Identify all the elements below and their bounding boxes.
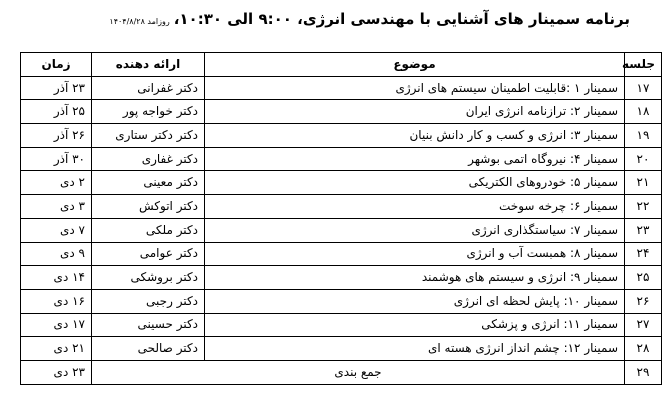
session-cell: ۲۹ bbox=[625, 360, 662, 384]
presenter-cell: دکتر غفرانی bbox=[92, 76, 205, 100]
session-cell: ۱۹ bbox=[625, 124, 662, 148]
header-session: جلسه bbox=[625, 53, 662, 77]
table-row bbox=[21, 313, 662, 337]
time-cell: ۲۱ دی bbox=[21, 337, 92, 361]
presenter-cell: دکتر ملکی bbox=[92, 218, 205, 242]
topic-cell: سمینار ۹: انرژی و سیستم های هوشمند bbox=[205, 266, 625, 290]
table-row bbox=[21, 100, 662, 124]
title-row bbox=[30, 10, 630, 40]
session-cell: ۲۶ bbox=[625, 289, 662, 313]
time-cell: ۱۶ دی bbox=[21, 289, 92, 313]
session-cell: ۲۱ bbox=[625, 171, 662, 195]
topic-cell: سمینار ۱ :قابلیت اطمینان سیستم های انرژی bbox=[205, 76, 625, 100]
time-cell: ۲۳ آذر bbox=[21, 76, 92, 100]
presenter-cell: دکتر خواجه پور bbox=[92, 100, 205, 124]
presenter-cell: دکتر اتوکش bbox=[92, 195, 205, 219]
topic-cell: جمع بندی bbox=[92, 360, 625, 384]
table-row bbox=[21, 124, 662, 148]
time-cell: ۳ دی bbox=[21, 195, 92, 219]
table-row-final bbox=[21, 360, 662, 384]
table-row bbox=[21, 242, 662, 266]
topic-cell: سمینار ۱۱: انرژی و پزشکی bbox=[205, 313, 625, 337]
session-cell: ۱۸ bbox=[625, 100, 662, 124]
topic-cell: سمینار ۱۲: چشم انداز انرژی هسته ای bbox=[205, 337, 625, 361]
time-cell: ۳۰ آذر bbox=[21, 147, 92, 171]
table-row bbox=[21, 266, 662, 290]
seminar-schedule-table bbox=[20, 52, 662, 385]
session-cell: ۲۴ bbox=[625, 242, 662, 266]
table-row bbox=[21, 218, 662, 242]
page-title: برنامه سمینار های آشنایی با مهندسی انرژی، ۹:۰۰ الی ۱۰:۳۰، bbox=[173, 10, 630, 28]
table-row bbox=[21, 195, 662, 219]
session-cell: ۲۳ bbox=[625, 218, 662, 242]
time-cell: ۲ دی bbox=[21, 171, 92, 195]
time-cell: ۱۷ دی bbox=[21, 313, 92, 337]
session-cell: ۲۷ bbox=[625, 313, 662, 337]
session-cell: ۱۷ bbox=[625, 76, 662, 100]
topic-cell: سمینار ۵: خودروهای الکتریکی bbox=[205, 171, 625, 195]
header-time: زمان bbox=[21, 53, 92, 77]
topic-cell: سمینار ۱۰: پایش لحظه ای انرژی bbox=[205, 289, 625, 313]
presenter-cell: دکتر عوامی bbox=[92, 242, 205, 266]
topic-cell: سمینار ۸: همبست آب و انرژی bbox=[205, 242, 625, 266]
topic-cell: سمینار ۳: انرژی و کسب و کار دانش بنیان bbox=[205, 124, 625, 148]
header-presenter: ارائه دهنده bbox=[92, 53, 205, 77]
time-cell: ۹ دی bbox=[21, 242, 92, 266]
table-header-row bbox=[21, 53, 662, 77]
session-cell: ۲۵ bbox=[625, 266, 662, 290]
time-cell: ۲۵ آذر bbox=[21, 100, 92, 124]
updated-date: روزامد ۱۴۰۴/۸/۲۸ bbox=[109, 17, 170, 26]
session-cell: ۲۸ bbox=[625, 337, 662, 361]
time-cell: ۷ دی bbox=[21, 218, 92, 242]
table-row bbox=[21, 76, 662, 100]
presenter-cell: دکتر رجبی bbox=[92, 289, 205, 313]
table-row bbox=[21, 147, 662, 171]
topic-cell: سمینار ۲: ترازنامه انرژی ایران bbox=[205, 100, 625, 124]
presenter-cell: دکتر معینی bbox=[92, 171, 205, 195]
header-topic: موضوع bbox=[205, 53, 625, 77]
time-cell: ۲۶ آذر bbox=[21, 124, 92, 148]
time-cell: ۱۴ دی bbox=[21, 266, 92, 290]
presenter-cell: دکتر صالحی bbox=[92, 337, 205, 361]
table-row bbox=[21, 289, 662, 313]
topic-cell: سمینار ۶: چرخه سوخت bbox=[205, 195, 625, 219]
presenter-cell: دکتر حسینی bbox=[92, 313, 205, 337]
session-cell: ۲۲ bbox=[625, 195, 662, 219]
time-cell: ۲۳ دی bbox=[21, 360, 92, 384]
topic-cell: سمینار ۴: نیروگاه اتمی بوشهر bbox=[205, 147, 625, 171]
topic-cell: سمینار ۷: سیاستگذاری انرژی bbox=[205, 218, 625, 242]
presenter-cell: دکتر دکتر ستاری bbox=[92, 124, 205, 148]
presenter-cell: دکتر بروشکی bbox=[92, 266, 205, 290]
table-row bbox=[21, 337, 662, 361]
session-cell: ۲۰ bbox=[625, 147, 662, 171]
table-row bbox=[21, 171, 662, 195]
presenter-cell: دکتر غفاری bbox=[92, 147, 205, 171]
